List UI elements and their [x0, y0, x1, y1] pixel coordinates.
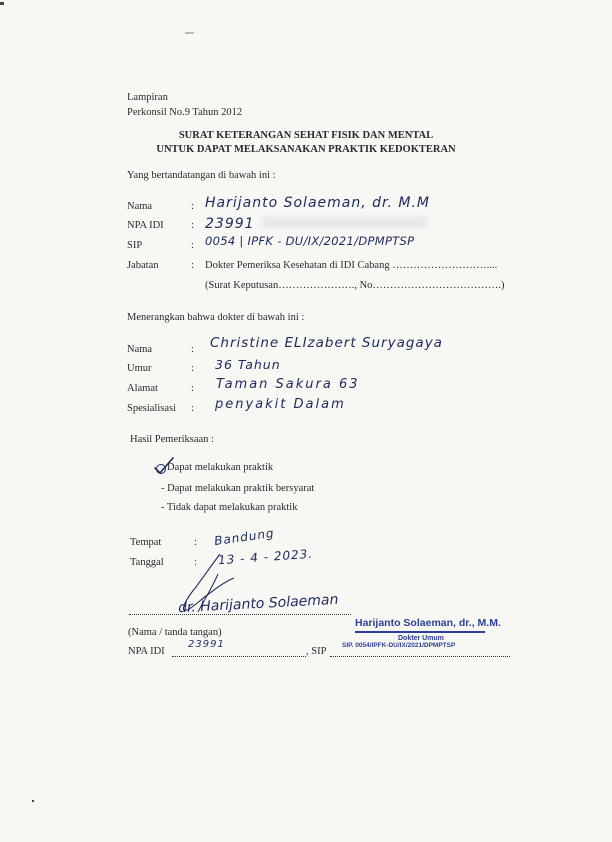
patient-nama-label: Nama [127, 344, 153, 355]
colon: : [191, 363, 194, 374]
document-title-line2: UNTUK DAPAT MELAKSANAKAN PRAKTIK KEDOKTERAN [156, 144, 456, 155]
colon: : [194, 557, 197, 568]
lampiran-label: Lampiran [127, 92, 168, 103]
signer-nama-value: Harijanto Solaeman, dr. M.M [205, 195, 430, 211]
patient-nama-value: Christine ELIzabert Suryagaya [210, 335, 443, 351]
colon: : [191, 240, 194, 251]
tempat-label: Tempat [130, 537, 162, 548]
result-option-2: - Dapat melakukan praktik bersyarat [161, 483, 315, 494]
patient-spesialisasi-value: penyakit Dalam [215, 397, 346, 412]
signer-nama-label: Nama [127, 201, 153, 212]
stamp-underline [355, 631, 485, 633]
signer-npa-label: NPA IDI [127, 220, 164, 231]
colon: : [191, 220, 194, 231]
result-option-1: Dapat melakukan praktik [167, 462, 274, 473]
signer-npa-value: 23991 [205, 216, 255, 232]
tanggal-value: 13 - 4 - 2023. [217, 546, 314, 568]
result-option-3: - Tidak dapat melakukan praktik [161, 502, 298, 513]
signer-sip-value: 0054 | IPFK - DU/IX/2021/DPMPTSP [205, 234, 415, 248]
patient-spesialisasi-label: Spesialisasi [127, 403, 176, 414]
colon: : [191, 383, 194, 394]
perkonsil-label: Perkonsil No.9 Tahun 2012 [127, 107, 243, 118]
stamp-sip: SIP. 0054/IPFK-DU/IX/2021/DPMPTSP [342, 642, 456, 649]
patient-umur-label: Umur [127, 363, 152, 374]
footer-sip-label: , SIP [306, 646, 327, 657]
signature-line [129, 614, 351, 615]
signature-text: dr. Harijanto Solaeman [177, 591, 339, 617]
sip-dotted-line [330, 656, 510, 657]
colon: : [191, 201, 194, 212]
nama-tanda-tangan-label: (Nama / tanda tangan) [128, 627, 222, 638]
stamp-role: Dokter Umum [398, 635, 444, 642]
colon: : [191, 403, 194, 414]
colon: : [194, 537, 197, 548]
scan-mark [0, 2, 4, 5]
result-heading: Hasil Pemeriksaan : [130, 434, 214, 445]
signer-sip-label: SIP [127, 240, 143, 251]
stamp-name: Harijanto Solaeman, dr., M.M. [355, 617, 501, 629]
patient-umur-value: 36 Tahun [215, 357, 281, 372]
middle-text: Menerangkan bahwa dokter di bawah ini : [127, 312, 305, 323]
signer-jabatan-label: Jabatan [127, 260, 159, 271]
tempat-value: Bandung [213, 525, 276, 549]
footer-npa-value: 23991 [188, 639, 225, 650]
scan-speck [185, 32, 194, 34]
colon: : [191, 260, 194, 271]
npa-dotted-line [172, 656, 306, 657]
footer-npa-label: NPA IDI [128, 646, 165, 657]
patient-alamat-label: Alamat [127, 383, 158, 394]
signer-jabatan-value: Dokter Pemeriksa Kesehatan di IDI Cabang ……………………….... [205, 260, 498, 271]
document-title-line1: SURAT KETERANGAN SEHAT FISIK DAN MENTAL [178, 130, 434, 141]
signer-sk-value: (Surat Keputusan…………………., No……………………………….) [205, 280, 505, 291]
intro-text: Yang bertandatangan di bawah ini : [127, 170, 276, 181]
scan-speck [32, 800, 34, 802]
colon: : [191, 344, 194, 355]
tanggal-label: Tanggal [130, 557, 164, 568]
patient-alamat-value: Taman Sakura 63 [216, 377, 360, 392]
redacted-area [262, 217, 427, 228]
